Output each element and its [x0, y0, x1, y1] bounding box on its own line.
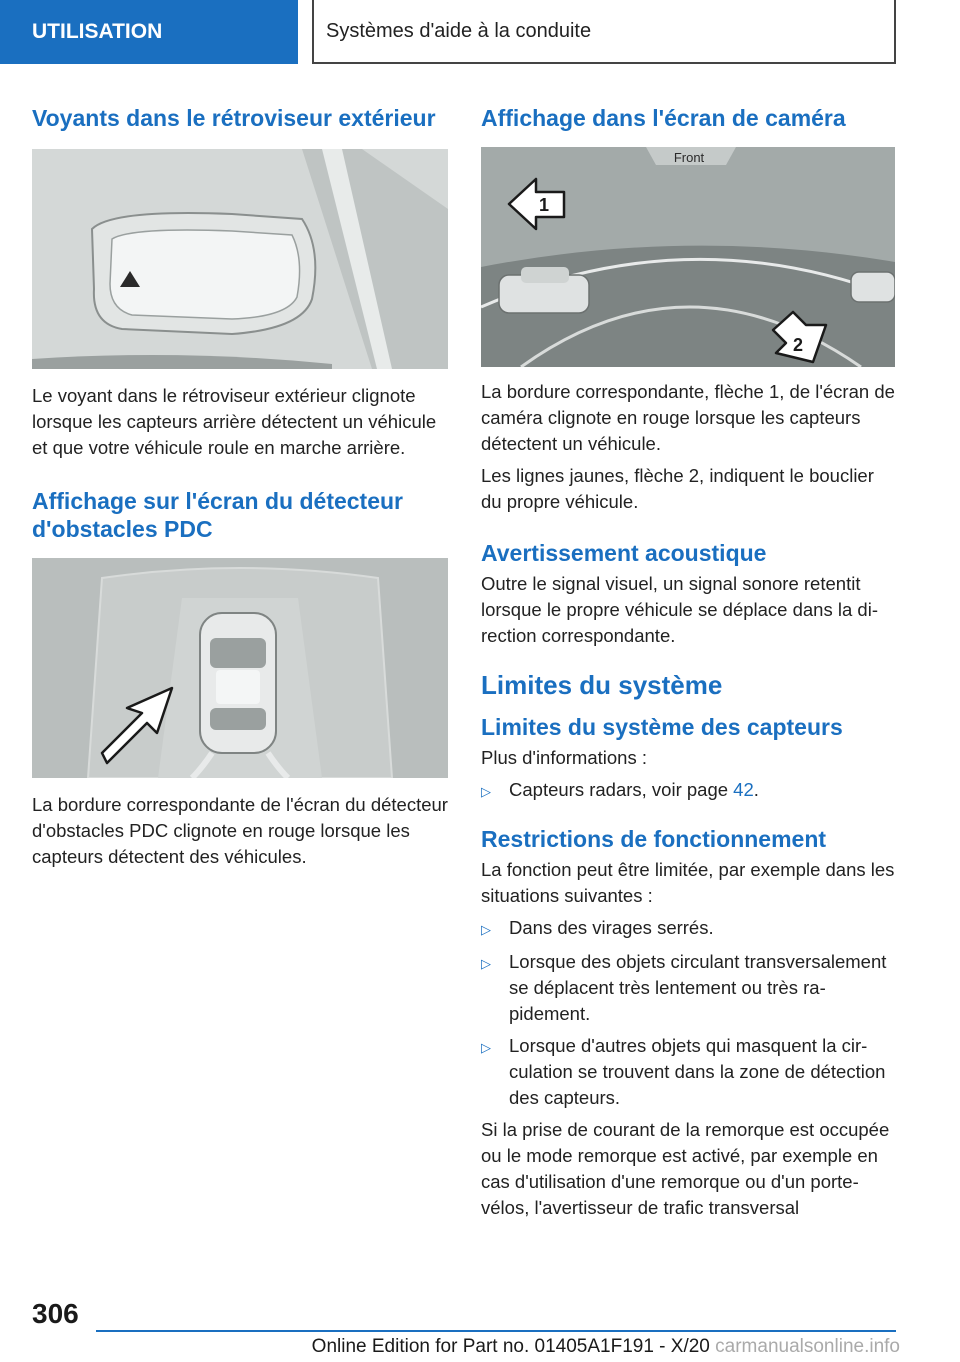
footer-edition — [0, 1336, 900, 1358]
chapter-title — [312, 0, 896, 64]
camera-figure — [481, 147, 895, 367]
arrow-2-label: 2 — [793, 335, 804, 355]
mirror-illustration — [32, 149, 448, 369]
mirror-figure — [32, 149, 448, 369]
bullet-triangle-icon: ▷ — [481, 922, 491, 937]
pdc-illustration — [32, 558, 448, 778]
section-label: UTILISATION — [32, 20, 163, 43]
footer-divider — [96, 1330, 896, 1332]
paragraph-mirror: Le voyant dans le rétroviseur extérieur clignote lorsque les capteurs arrière détectent un véhicule et que votre véhicule roule en marche arrière. — [32, 385, 437, 458]
section-tab — [0, 0, 298, 64]
page-number: 306 — [32, 1298, 79, 1329]
camera-illustration — [481, 147, 895, 367]
front-label: Front — [673, 150, 705, 165]
paragraph-pdc: La bordure correspondante de l'écran du détecteur d'obstacles PDC clignote en rouge lorsque les capteurs détectent des véhicules. — [32, 794, 448, 867]
bullet-cross-traffic-text: Lorsque des objets circulant transversalement se déplacent très lentement ou très rapidement. — [509, 951, 887, 1024]
edition-text: Online Edition for Part no. 01405A1F191 - X/20 — [311, 1336, 710, 1357]
left-column — [32, 100, 448, 870]
bullet-cross-traffic — [481, 949, 895, 1027]
bullet-radar-end: . — [753, 779, 759, 800]
paragraph-restrictions: La fonction peut être limitée, par exemple dans les situations suivantes : — [481, 859, 895, 906]
heading-sensor-limits: Limites du système des capteurs — [481, 714, 843, 740]
arrow-1-label: 1 — [539, 195, 550, 215]
page-link-42[interactable]: 42 — [733, 779, 754, 800]
bullet-triangle-icon: ▷ — [481, 1040, 491, 1055]
paragraph-camera-2: Les lignes jaunes, flèche 2, indiquent le bouclier du propre véhicule. — [481, 465, 874, 512]
bullet-curves — [481, 915, 895, 943]
chapter-label: Systèmes d'aide à la conduite — [326, 19, 592, 42]
heading-pdc: Affichage sur l'écran du détecteur d'obstacles PDC — [32, 488, 404, 542]
bullet-radar — [481, 777, 895, 805]
paragraph-trailer: Si la prise de courant de la remorque est occupée ou le mode remorque est activé, par exemple en cas d'utilisation d'une remorque ou d'un porte-vélos, l'avertisseur de trafic transversal — [481, 1119, 890, 1218]
car-top-view-icon — [200, 613, 276, 753]
paragraph-more-info: Plus d'informations : — [481, 747, 647, 768]
right-column — [481, 100, 895, 1221]
bullet-obstructions — [481, 1033, 895, 1111]
watermark-text: carmanualsonline.info — [715, 1336, 900, 1357]
heading-camera: Affichage dans l'écran de caméra — [481, 105, 846, 131]
heading-restrictions: Restrictions de fonctionnement — [481, 826, 827, 852]
paragraph-camera-1: La bordure correspondante, flèche 1, de l'écran de caméra clignote en rouge lorsque les capteurs détectent un véhicule. — [481, 381, 895, 454]
bullet-curves-text: Dans des virages serrés. — [509, 917, 714, 938]
heading-limits: Limites du système — [481, 670, 723, 700]
heading-acoustic: Avertissement acoustique — [481, 540, 767, 566]
pdc-figure — [32, 558, 448, 778]
bullet-radar-text: Capteurs radars, voir page — [509, 779, 734, 800]
heading-mirror: Voyants dans le rétroviseur extérieur — [32, 105, 436, 131]
bullet-triangle-icon: ▷ — [481, 784, 491, 799]
bullet-triangle-icon: ▷ — [481, 956, 491, 971]
bullet-obstructions-text: Lorsque d'autres objets qui masquent la circulation se trouvent dans la zone de détection des capteurs. — [509, 1035, 886, 1108]
paragraph-acoustic: Outre le signal visuel, un signal sonore retentit lorsque le propre véhicule se déplace dans la direction correspondante. — [481, 573, 878, 646]
car-right-icon — [851, 272, 895, 302]
